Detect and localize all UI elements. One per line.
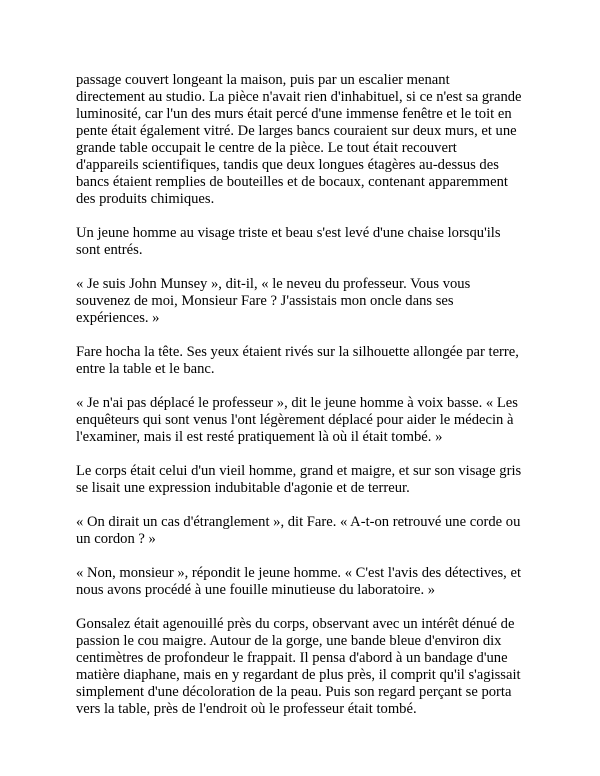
paragraph-3 — [76, 276, 528, 327]
text-line: bancs étaient remplies de bouteilles et de bocaux, contenant apparemment — [76, 174, 508, 190]
text-line: se lisait une expression indubitable d'agonie et de terreur. — [76, 480, 410, 496]
text-line: l'examiner, mais il est resté pratiquement là où il était tombé. » — [76, 429, 443, 445]
text-line: « On dirait un cas d'étranglement », dit Fare. « A-t-on retrouvé une corde ou — [76, 514, 521, 530]
text-line: simplement d'une décoloration de la peau. Puis son regard perçant se porta — [76, 684, 512, 700]
text-line: matière diaphane, mais en y regardant de plus près, il comprit qu'il s'agissait — [76, 667, 521, 683]
text-line: « Je n'ai pas déplacé le professeur », dit le jeune homme à voix basse. « Les — [76, 395, 518, 411]
paragraph-4 — [76, 344, 528, 378]
paragraph-5 — [76, 395, 528, 446]
paragraph-2 — [76, 225, 528, 259]
text-line: pente était également vitré. De larges bancs couraient sur deux murs, et une — [76, 123, 517, 139]
text-line: « Non, monsieur », répondit le jeune homme. « C'est l'avis des détectives, et — [76, 565, 522, 581]
text-line: centimètres de profondeur le frappait. Il pensa d'abord à un bandage d'une — [76, 650, 508, 666]
text-line: enquêteurs qui sont venus l'ont légèrement déplacé pour aider le médecin à — [76, 412, 514, 428]
text-line: luminosité, car l'un des murs était percé d'une immense fenêtre et le toit en — [76, 106, 512, 122]
text-line: sont entrés. — [76, 242, 143, 258]
text-line: d'appareils scientifiques, tandis que deux longues étagères au-dessus des — [76, 157, 499, 173]
text-line: un cordon ? » — [76, 531, 156, 547]
text-line: vers la table, près de l'endroit où le professeur était tombé. — [76, 701, 417, 717]
text-line: entre la table et le banc. — [76, 361, 215, 377]
text-line: Fare hocha la tête. Ses yeux étaient rivés sur la silhouette allongée par terre, — [76, 344, 519, 360]
paragraph-7 — [76, 514, 528, 548]
text-line: souvenez de moi, Monsieur Fare ? J'assistais mon oncle dans ses — [76, 293, 454, 309]
text-line: Un jeune homme au visage triste et beau s'est levé d'une chaise lorsqu'ils — [76, 225, 501, 241]
text-line: passion le cou maigre. Autour de la gorge, une bande bleue d'environ dix — [76, 633, 502, 649]
paragraph-8 — [76, 565, 528, 599]
text-line: Le corps était celui d'un vieil homme, grand et maigre, et sur son visage gris — [76, 463, 522, 479]
paragraph-6 — [76, 463, 528, 497]
text-line: directement au studio. La pièce n'avait rien d'inhabituel, si ce n'est sa grande — [76, 89, 522, 105]
text-line: grande table occupait le centre de la pièce. Le tout était recouvert — [76, 140, 457, 156]
text-line: expériences. » — [76, 310, 160, 326]
text-line: des produits chimiques. — [76, 191, 215, 207]
document-page — [76, 72, 528, 735]
paragraph-1 — [76, 72, 528, 208]
text-line: nous avons procédé à une fouille minutieuse du laboratoire. » — [76, 582, 436, 598]
paragraph-9 — [76, 616, 528, 718]
text-line: Gonsalez était agenouillé près du corps, observant avec un intérêt dénué de — [76, 616, 515, 632]
text-line: passage couvert longeant la maison, puis par un escalier menant — [76, 72, 450, 88]
text-line: « Je suis John Munsey », dit-il, « le neveu du professeur. Vous vous — [76, 276, 471, 292]
